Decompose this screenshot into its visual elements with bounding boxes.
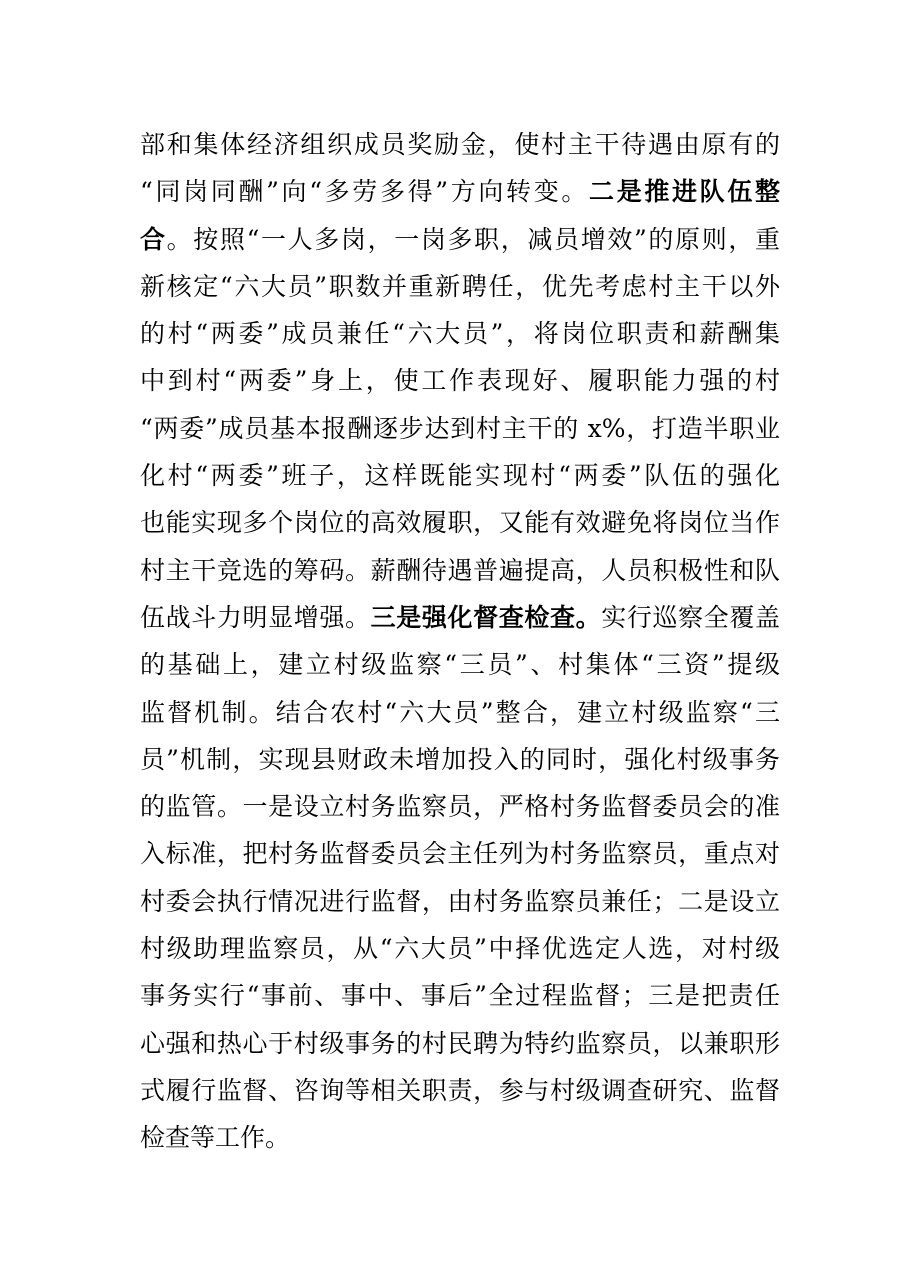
paragraph-text: 。按照“一人多岗，一岗多职，减员增效”的原则，重 [166, 224, 780, 254]
paragraph-text: 村级助理监察员，从“六大员”中择优选定人选，对村级 [140, 934, 780, 964]
text-line [140, 216, 780, 263]
text-line [140, 310, 780, 357]
text-line [140, 1020, 780, 1067]
text-line [140, 1114, 780, 1161]
text-line [140, 1067, 780, 1114]
paragraph-text: 部和集体经济组织成员奖励金，使村主干待遇由原有的 [140, 130, 780, 159]
bold-heading-text: 三是强化督查检查。 [370, 602, 602, 632]
paragraph-text: 村委会执行情况进行监督，由村务监察员兼任；二是设立 [140, 886, 780, 916]
body-text [140, 121, 780, 1162]
paragraph-text: 的村“两委”成员兼任“六大员”，将岗位职责和薪酬集 [140, 319, 780, 349]
text-line [140, 783, 780, 830]
paragraph-text: 新核定“六大员”职数并重新聘任，优先考虑村主干以外 [140, 271, 780, 301]
text-line [140, 499, 780, 546]
paragraph-text: 的监管。一是设立村务监察员，严格村务监督委员会的准 [140, 792, 780, 822]
text-line [140, 830, 780, 877]
text-line [140, 925, 780, 972]
paragraph-text: 化村“两委”班子，这样既能实现村“两委”队伍的强化 [140, 461, 780, 491]
paragraph-text: 伍战斗力明显增强。 [140, 602, 371, 632]
paragraph-text: 检查等工作。 [140, 1123, 291, 1153]
paragraph-text: 也能实现多个岗位的高效履职，又能有效避免将岗位当作 [140, 508, 780, 538]
text-line [140, 641, 780, 688]
text-line [140, 357, 780, 404]
paragraph-text: 中到村“两委”身上，使工作表现好、履职能力强的村 [140, 366, 780, 396]
paragraph-text: “两委”成员基本报酬逐步达到村主干的 x%，打造半职业 [140, 413, 780, 443]
paragraph-text: 心强和热心于村级事务的村民聘为特约监察员，以兼职形 [140, 1028, 780, 1058]
paragraph-text: “同岗同酬”向“多劳多得”方向转变。 [140, 177, 590, 207]
paragraph-text: 的基础上，建立村级监察“三员”、村集体“三资”提级 [140, 650, 780, 680]
text-line [140, 452, 780, 499]
paragraph-text: 入标准，把村务监督委员会主任列为村务监察员，重点对 [140, 839, 780, 869]
text-line [140, 121, 780, 168]
text-line [140, 878, 780, 925]
text-line [140, 972, 780, 1019]
text-line [140, 405, 780, 452]
text-line [140, 547, 780, 594]
text-line [140, 594, 780, 641]
paragraph-text: 村主干竞选的筹码。薪酬待遇普遍提高，人员积极性和队 [140, 555, 780, 585]
text-line [140, 168, 780, 215]
text-line [140, 736, 780, 783]
paragraph-text: 员”机制，实现县财政未增加投入的同时，强化村级事务 [140, 744, 780, 774]
text-line [140, 689, 780, 736]
paragraph-text: 监督机制。结合农村“六大员”整合，建立村级监察“三 [140, 697, 780, 727]
paragraph-text: 式履行监督、咨询等相关职责，参与村级调查研究、监督 [140, 1075, 780, 1105]
paragraph-text: 事务实行“事前、事中、事后”全过程监督；三是把责任 [140, 981, 780, 1011]
text-line [140, 263, 780, 310]
bold-heading-text: 二是推进队伍整 [589, 177, 780, 207]
bold-heading-text: 合 [140, 224, 167, 254]
paragraph-text: 实行巡察全覆盖 [601, 602, 780, 632]
